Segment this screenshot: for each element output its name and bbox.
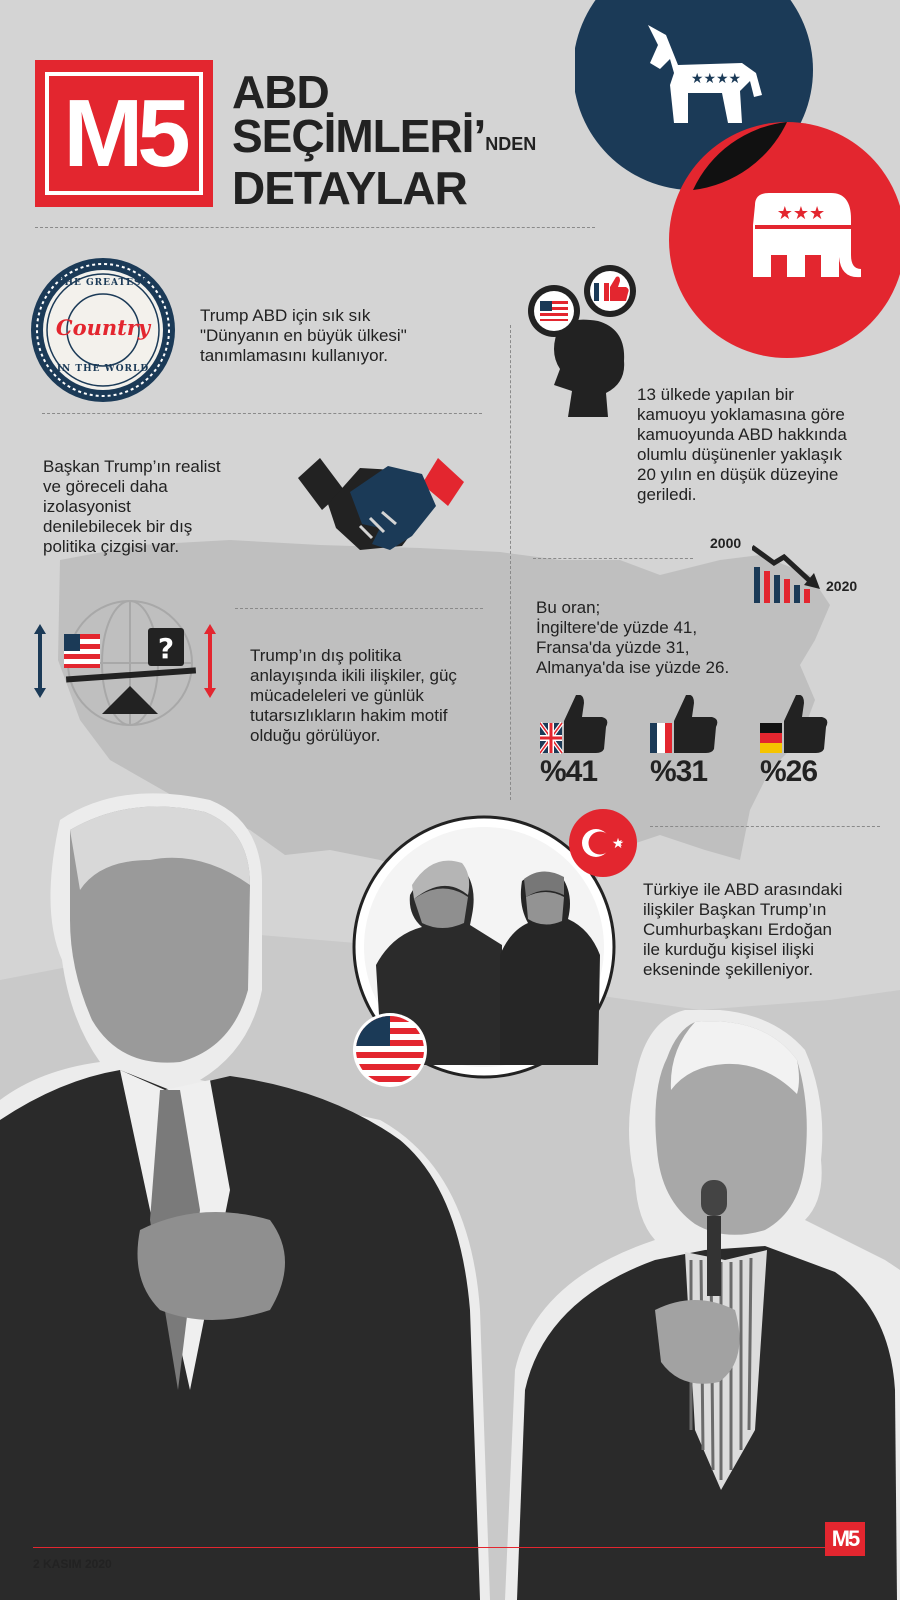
approval-item-de xyxy=(760,695,860,789)
svg-text:★★★: ★★★ xyxy=(776,203,826,224)
divider-1 xyxy=(42,413,482,414)
thumbs-up-uk-icon xyxy=(540,695,610,755)
fact-realist-policy: Başkan Trump’ın realist ve göreceli daha izolasyonist denilebilecek bir dış politika çizgisi var. xyxy=(43,457,221,556)
footer-divider xyxy=(33,1547,825,1548)
svg-text:★★★★: ★★★★ xyxy=(690,71,742,87)
title-line-2-main: SEÇİMLERİ’ xyxy=(232,110,486,162)
svg-text:?: ? xyxy=(157,632,175,665)
m5-logo-text: M5 xyxy=(45,72,203,195)
turkey-flag-icon xyxy=(568,808,638,878)
page-title xyxy=(232,66,537,214)
approval-value-de: %26 xyxy=(760,755,818,788)
divider-header xyxy=(35,227,595,228)
divider-3 xyxy=(533,558,693,559)
approval-value-uk: %41 xyxy=(540,755,598,788)
footer-date: 2 KASIM 2020 xyxy=(33,1557,112,1571)
trend-year-start: 2000 xyxy=(710,535,742,551)
m5-logo xyxy=(35,60,213,207)
handshake-icon xyxy=(298,458,473,558)
footer-logo: M5 xyxy=(825,1522,865,1556)
thumbs-up-fr-icon xyxy=(650,695,720,755)
svg-text:★: ★ xyxy=(611,836,625,852)
divider-4 xyxy=(650,826,880,827)
us-flag-icon xyxy=(352,1012,428,1088)
fact-bilateral: Trump’ın dış politika anlayışında ikili ilişkiler, güç mücadeleleri ve günlük tutarsızlıkların hakim motif olduğu görülüyor. xyxy=(250,646,457,745)
fact-greatest-country: Trump ABD için sık sık "Dünyanın en büyük ülkesi" tanımlamasını kullanıyor. xyxy=(200,306,407,365)
biden-portrait xyxy=(505,1010,900,1600)
title-line-2-suffix: NDEN xyxy=(485,134,537,154)
thumbs-up-de-icon xyxy=(760,695,830,755)
approval-row xyxy=(540,695,890,805)
badge-bottom-text: IN THE WORLD xyxy=(56,364,150,374)
badge-center-text: Country xyxy=(55,315,151,340)
elephant-icon xyxy=(735,185,870,295)
fact-turkey: Türkiye ile ABD arasındaki ilişkiler Başkan Trump’ın Cumhurbaşkanı Erdoğan ile kurduğu kişisel ilişki ekseninde şekilleniyor. xyxy=(643,880,843,979)
approval-value-fr: %31 xyxy=(650,755,708,788)
title-line-1: ABD xyxy=(232,66,329,118)
divider-vertical xyxy=(510,325,511,800)
declining-trend-icon xyxy=(752,545,824,603)
approval-item-fr xyxy=(650,695,750,789)
trend-year-end: 2020 xyxy=(826,578,858,594)
divider-2 xyxy=(235,608,483,609)
fact-survey: 13 ülkede yapılan bir kamuoyu yoklamasına göre kamuoyunda ABD hakkında olumlu düşünenler yaklaşık 20 yılın en düşük düzeyine geriledi. xyxy=(637,385,847,504)
donkey-icon xyxy=(630,15,765,140)
balance-globe-icon xyxy=(30,598,230,728)
title-line-2 xyxy=(232,110,537,166)
badge-top-text: THE GREATEST xyxy=(56,278,150,288)
approval-item-uk xyxy=(540,695,640,789)
title-line-3: DETAYLAR xyxy=(232,162,467,214)
fact-rates: Bu oran; İngiltere'de yüzde 41, Fransa'da yüzde 31, Almanya'da ise yüzde 26. xyxy=(536,598,730,677)
